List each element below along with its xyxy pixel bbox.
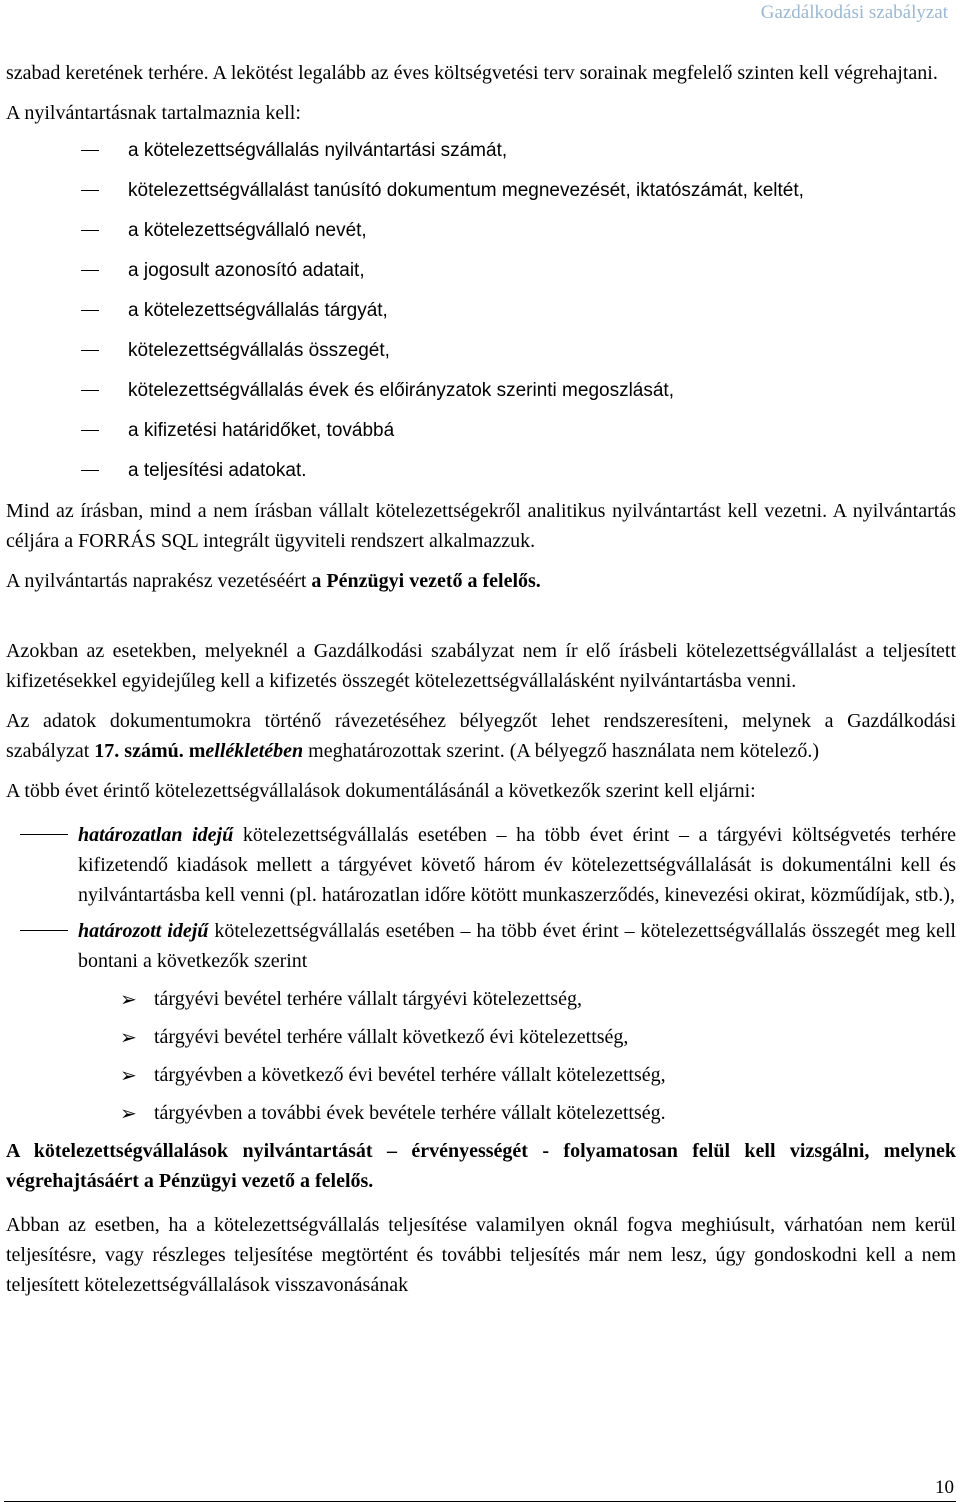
paragraph-3: Mind az írásban, mind a nem írásban vállalt kötelezettségekről analitikus nyilvántartást kell vezetni. A nyilvántartás céljára a FORRÁS SQL integrált ügyviteli rendszert alkalmazzuk. <box>6 500 956 552</box>
paragraph-7: A több évet érintő kötelezettségvállalások dokumentálásánál a következők szerint kell eljárni: <box>6 780 756 802</box>
dash-bullet-icon <box>81 390 99 391</box>
dash-bullet-icon <box>81 190 99 191</box>
list-item: kötelezettségvállalás évek és előirányzatok szerinti megoszlását, <box>6 376 956 416</box>
breakdown-list <box>6 984 956 1136</box>
dash-bullet-icon <box>81 350 99 351</box>
paragraph-6: Az adatok dokumentumokra történő rávezetéséhez bélyegzőt lehet rendszeresíteni, melynek a Gazdálkodási szabályzat 17. számú. mellékletében meghatározottak szerint. (A bélyegző használata nem kötelező.) <box>6 710 956 762</box>
arrowhead-bullet-icon: ➢ <box>120 1101 137 1125</box>
dash-bullet-icon <box>81 430 99 431</box>
page-number: 10 <box>935 1477 954 1498</box>
running-header: Gazdálkodási szabályzat <box>760 2 948 23</box>
document-body <box>6 58 956 1300</box>
paragraph-8: A kötelezettségvállalások nyilvántartását – érvényességét - folyamatosan felül kell vizsgálni, melynek végrehajtásáért a Pénzügyi vezető a felelős. <box>6 1140 956 1192</box>
content-list <box>6 136 956 496</box>
paragraph-5: Azokban az esetekben, melyeknél a Gazdálkodási szabályzat nem ír elő írásbeli kötelezettségvállalást a teljesített kifizetésekkel egyidejűleg kell a kifizetés összegét kötelezettségvállalásként nyilvántartásba venni. <box>6 640 956 692</box>
dash-bullet-icon <box>81 270 99 271</box>
paragraph-9: Abban az esetben, ha a kötelezettségvállalás teljesítése valamilyen oknál fogva meghiúsult, várhatóan nem kerül teljesítésre, vagy részleges teljesítése megtörtént és további teljesítés már nem lesz, úgy gondoskodni kell a nem teljesített kötelezettségvállalások visszavonásának <box>6 1214 956 1296</box>
list-item: ➢ tárgyévben a további évek bevétele terhére vállalt kötelezettség. <box>6 1098 956 1136</box>
list-item: a teljesítési adatokat. <box>6 456 956 496</box>
dash-bullet-icon <box>20 834 68 835</box>
list-item: kötelezettségvállalás összegét, <box>6 336 956 376</box>
list-item: a kötelezettségvállalás nyilvántartási számát, <box>6 136 956 176</box>
dash-bullet-icon <box>20 930 68 931</box>
list-item: kötelezettségvállalást tanúsító dokumentum megnevezését, iktatószámát, keltét, <box>6 176 956 216</box>
arrowhead-bullet-icon: ➢ <box>120 1025 137 1049</box>
list-item: a jogosult azonosító adatait, <box>6 256 956 296</box>
dash-bullet-icon <box>81 310 99 311</box>
list-item: a kötelezettségvállaló nevét, <box>6 216 956 256</box>
dash-bullet-icon <box>81 470 99 471</box>
multi-year-list <box>6 820 956 976</box>
list-item: határozott idejű kötelezettségvállalás esetében – ha több évet érint – kötelezettségvállalás összegét meg kell bontani a következők szerint <box>6 916 956 976</box>
list-item: ➢ tárgyévi bevétel terhére vállalt következő évi kötelezettség, <box>6 1022 956 1060</box>
paragraph-2: A nyilvántartásnak tartalmaznia kell: <box>6 102 301 124</box>
footer-divider <box>4 1501 956 1502</box>
paragraph-1: szabad keretének terhére. A lekötést legalább az éves költségvetési terv sorainak megfelelő szinten kell végrehajtani. <box>6 62 938 84</box>
list-item: a kötelezettségvállalás tárgyát, <box>6 296 956 336</box>
list-item: a kifizetési határidőket, továbbá <box>6 416 956 456</box>
dash-bullet-icon <box>81 230 99 231</box>
dash-bullet-icon <box>81 150 99 151</box>
arrowhead-bullet-icon: ➢ <box>120 1063 137 1087</box>
list-item: határozatlan idejű kötelezettségvállalás esetében – ha több évet érint – a tárgyévi költségvetés terhére kifizetendő kiadások mellett a tárgyévet követő három év kötelezettségvállalását is dokumentálni kell és nyilvántartásba kell venni (pl. határozatlan időre kötött munkaszerződés, kinevezési okirat, közműdíjak, stb.), <box>6 820 956 910</box>
list-item: ➢ tárgyévi bevétel terhére vállalt tárgyévi kötelezettség, <box>6 984 956 1022</box>
list-item: ➢ tárgyévben a következő évi bevétel terhére vállalt kötelezettség, <box>6 1060 956 1098</box>
paragraph-4: A nyilvántartás naprakész vezetéséért a Pénzügyi vezető a felelős. <box>6 570 541 592</box>
arrowhead-bullet-icon: ➢ <box>120 987 137 1011</box>
